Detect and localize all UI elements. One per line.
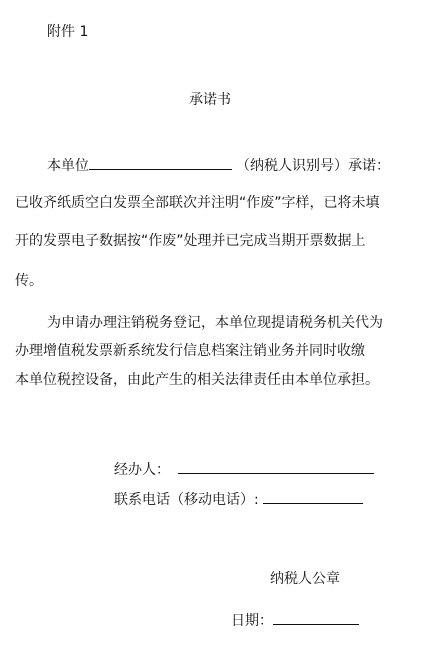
taxpayer-id-label: （纳税人识别号） bbox=[236, 158, 348, 174]
handler-blank[interactable] bbox=[178, 459, 374, 474]
para2-line3: 本单位税控设备，由此产生的相关法律责任由本单位承担。 bbox=[15, 372, 379, 388]
attachment-label: 附件 1 bbox=[47, 24, 89, 40]
date-blank[interactable] bbox=[273, 610, 359, 625]
document-title: 承诺书 bbox=[189, 92, 231, 108]
date-label: 日期： bbox=[231, 613, 273, 629]
handler-label: 经办人： bbox=[114, 462, 170, 478]
para1-line1 bbox=[47, 155, 390, 175]
para1-line4: 传。 bbox=[15, 273, 43, 289]
para1-line2: 已收齐纸质空白发票全部联次并注明“作废”字样，已将未填 bbox=[15, 195, 380, 211]
company-name-blank[interactable] bbox=[89, 155, 232, 170]
para1-lead: 本单位 bbox=[47, 158, 89, 174]
phone-blank[interactable] bbox=[263, 489, 363, 504]
phone-row bbox=[114, 489, 363, 509]
phone-label: 联系电话（移动电话）: bbox=[114, 492, 259, 508]
para2-line2: 办理增值税发票新系统发行信息档案注销业务并同时收缴 bbox=[15, 343, 365, 359]
para1-line3: 开的发票电子数据按“作废”处理并已完成当期开票数据上 bbox=[15, 233, 366, 249]
para2-line1: 为申请办理注销税务登记，本单位现提请税务机关代为 bbox=[47, 315, 383, 331]
taxpayer-seal-label: 纳税人公章 bbox=[270, 571, 340, 587]
promise-label: 承诺： bbox=[348, 158, 390, 174]
handler-row bbox=[114, 459, 374, 479]
date-row bbox=[231, 610, 359, 630]
